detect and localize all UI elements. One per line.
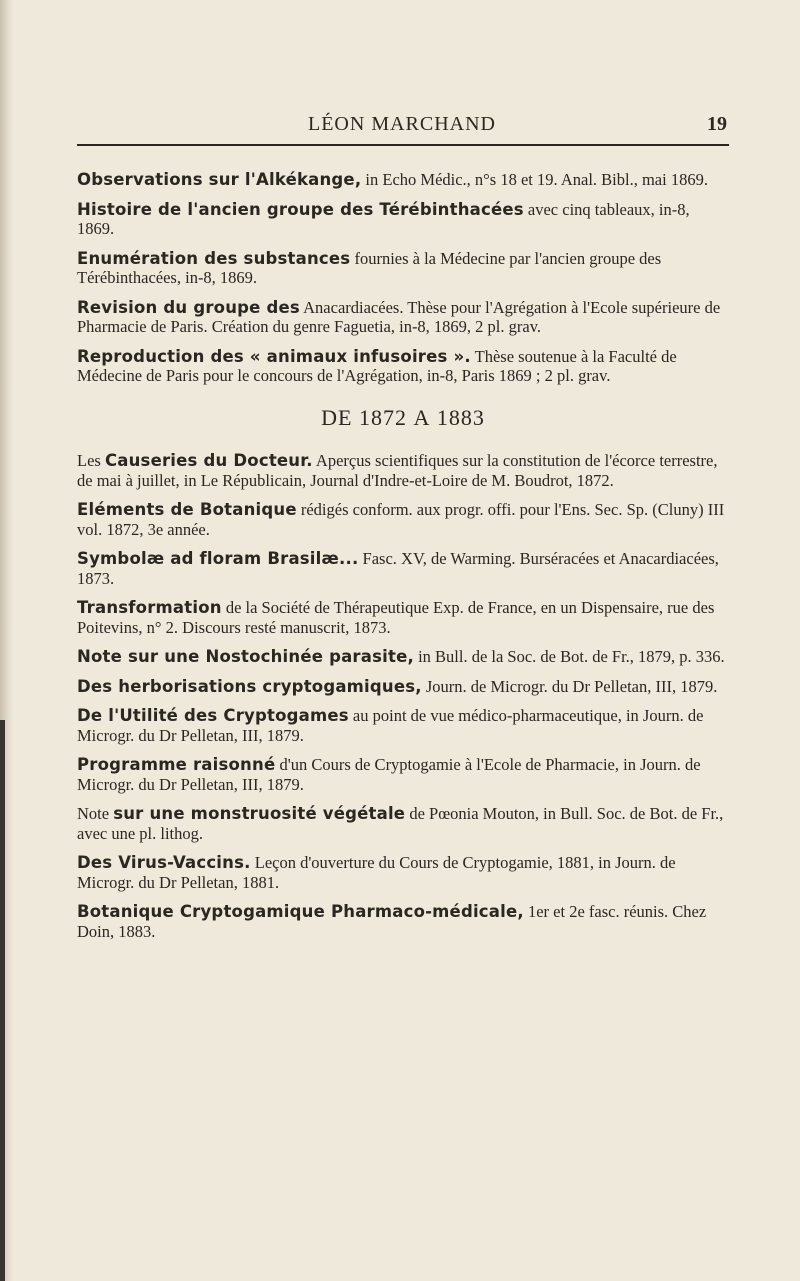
entry-details: Leçon d'ouverture du Cours de Cryptogamie, 1881, in Journ. de Microgr. du Dr Pelletan, 1881. xyxy=(77,853,676,892)
entry-title: Des Virus-Vaccins. xyxy=(77,853,251,872)
entries-group-1 xyxy=(77,170,729,386)
entry-title: Reproduction des « animaux infusoires ». xyxy=(77,346,471,366)
bibliography-entry xyxy=(77,298,729,337)
entry-title: Enumération des substances xyxy=(77,248,351,268)
entry-lead: Note xyxy=(77,804,114,823)
entry-title: Causeries du Docteur. xyxy=(104,451,313,470)
page-number: 19 xyxy=(707,113,727,135)
entry-details: 1er et 2e fasc. réunis. Chez Doin, 1883. xyxy=(77,902,707,941)
entry-title: Programme raisonné xyxy=(77,755,276,774)
entry-details: in Bull. de la Soc. de Bot. de Fr., 1879, p. 336. xyxy=(413,647,725,666)
entry-details: au point de vue médico-pharmaceutique, in Journ. de Microgr. du Dr Pelletan, III, 1879. xyxy=(77,706,704,745)
bibliography-entry xyxy=(77,804,729,843)
entry-title: Eléments de Botanique xyxy=(77,500,297,519)
header-rule xyxy=(77,144,729,146)
bibliography-entry xyxy=(77,598,729,637)
entry-title: Note sur une Nostochinée parasite, xyxy=(77,647,414,666)
entry-title: Botanique Cryptogamique Pharmaco-médicale, xyxy=(77,902,524,921)
entry-details: Anacardiacées. Thèse pour l'Agrégation à l'Ecole supérieure de Pharmacie de Paris. Création du genre Faguetia, in-8, 1869, 2 pl. grav. xyxy=(77,297,721,336)
entry-details: Thèse soutenue à la Faculté de Médecine de Paris pour le concours de l'Agrégation, in-8, Paris 1869 ; 2 pl. grav. xyxy=(77,346,677,385)
entry-details: rédigés conform. aux progr. offi. pour l'Ens. Sec. Sp. (Cluny) III vol. 1872, 3e année. xyxy=(77,500,725,539)
bibliography-entry xyxy=(77,647,729,667)
bibliography-entry xyxy=(77,500,729,539)
bibliography-entry xyxy=(77,249,729,288)
entry-title: Revision du groupe des xyxy=(77,297,300,317)
bibliography-entry xyxy=(77,170,729,190)
bibliography-entry xyxy=(77,706,729,745)
entry-title: Symbolæ ad floram Brasilæ... xyxy=(77,549,359,568)
entry-lead: Les xyxy=(77,451,105,470)
bibliography xyxy=(77,170,729,951)
entry-details: d'un Cours de Cryptogamie à l'Ecole de Pharmacie, in Journ. de Microgr. du Dr Pelletan, III, 1879. xyxy=(77,755,701,794)
section-a: A xyxy=(413,404,431,430)
entry-title: Observations sur l'Alkékange, xyxy=(77,170,362,189)
entry-details: Fasc. XV, de Warming. Burséracées et Anacardiacées, 1873. xyxy=(77,549,719,588)
bibliography-entry xyxy=(77,755,729,794)
section-start-year: 1872 xyxy=(358,404,407,430)
entry-details: de la Société de Thérapeutique Exp. de France, en un Dispensaire, rue des Poitevins, n° 2. Discours resté manuscrit, 1873. xyxy=(77,598,715,637)
section-de: DE xyxy=(321,404,353,430)
binding-edge xyxy=(0,720,5,1281)
bibliography-entry xyxy=(77,902,729,941)
page-header xyxy=(77,113,727,143)
bibliography-entry xyxy=(77,549,729,588)
section-end-year: 1883 xyxy=(436,404,485,430)
section-heading xyxy=(77,404,729,430)
bibliography-entry xyxy=(77,677,729,697)
entries-group-2 xyxy=(77,451,729,941)
entry-title: De l'Utilité des Cryptogames xyxy=(77,706,349,725)
bibliography-entry xyxy=(77,347,729,386)
entry-details: de Pœonia Mouton, in Bull. Soc. de Bot. de Fr., avec une pl. lithog. xyxy=(77,804,724,843)
entry-details: Journ. de Microgr. du Dr Pelletan, III, 1879. xyxy=(421,676,718,696)
bibliography-entry xyxy=(77,853,729,892)
entry-title: Histoire de l'ancien groupe des Térébinthacées xyxy=(77,199,524,219)
bibliography-entry xyxy=(77,451,729,490)
entry-details: in Echo Médic., n°s 18 et 19. Anal. Bibl., mai 1869. xyxy=(361,170,708,189)
bibliography-entry xyxy=(77,200,729,239)
entry-details: Aperçus scientifiques sur la constitution de l'écorce terrestre, de mai à juillet, in Le Républicain, Journal d'Indre-et-Loire de M. Boudrot, 1872. xyxy=(77,451,718,490)
entry-details: avec cinq tableaux, in-8, 1869. xyxy=(77,199,690,238)
running-title: LÉON MARCHAND xyxy=(308,113,496,135)
entry-title: Des herborisations cryptogamiques, xyxy=(77,676,422,696)
entry-title: sur une monstruosité végétale xyxy=(113,804,406,823)
entry-title: Transformation xyxy=(77,598,222,617)
entry-details: fournies à la Médecine par l'ancien groupe des Térébinthacées, in-8, 1869. xyxy=(77,248,662,287)
